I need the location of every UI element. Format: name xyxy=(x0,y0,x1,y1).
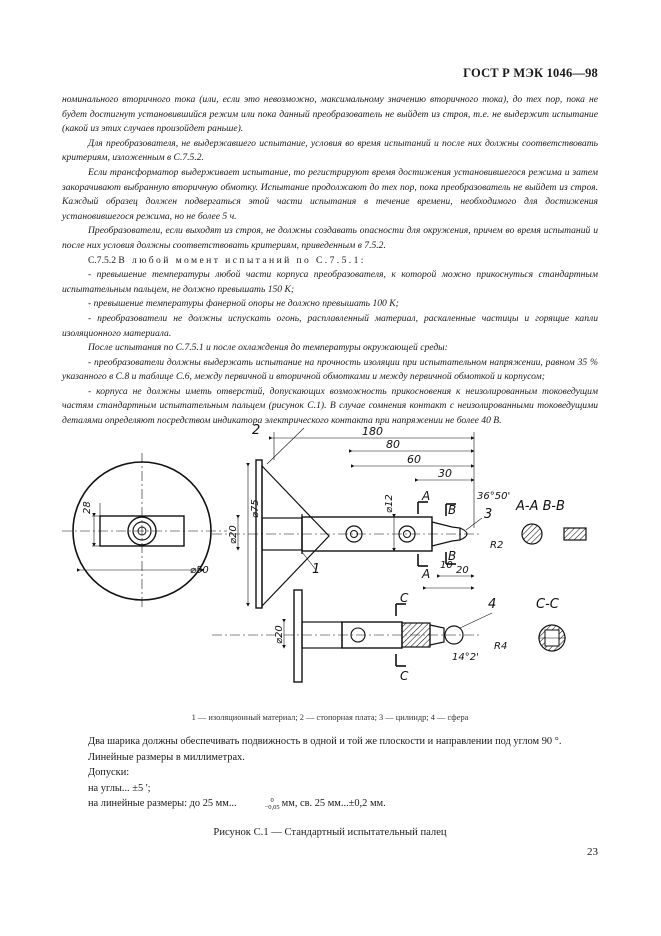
section-heading xyxy=(62,254,598,269)
tolerance-upper: 0 xyxy=(270,796,274,804)
section-a-top: A xyxy=(422,489,431,503)
dim-r2: R2 xyxy=(490,540,504,551)
section-c-bottom: C xyxy=(400,669,409,683)
callout-2: 2 xyxy=(252,423,261,438)
note: Два шарика должны обеспечивать подвижность в одной и той же плоскости и направлении под углом 90 °. xyxy=(88,736,562,747)
body-text xyxy=(62,93,598,429)
dim-28: 28 xyxy=(82,501,93,514)
section-b-top: B xyxy=(448,503,457,517)
dim-r4: R4 xyxy=(494,641,508,652)
dim-phi20-lower: ⌀20 xyxy=(274,625,285,644)
note-text: мм, св. 25 мм...±0,2 мм. xyxy=(281,798,386,810)
paragraph: - корпуса не должны иметь отверстий, допускающих возможность прикосновения к неизолированным токоведущим частям стандартным испытательным пальцем (рисунок С.1). В случае сомнения контакт с неизолированными токоведущими деталями определяют посредством индикатора электрического контакта при напряжении не более 40 В. xyxy=(62,385,598,427)
callout-1: 1 xyxy=(312,562,321,577)
front-view xyxy=(62,453,227,608)
note-tolerance xyxy=(62,796,602,812)
dim-phi75: ⌀75 xyxy=(250,499,261,518)
page-number: 23 xyxy=(587,846,598,858)
side-view xyxy=(212,460,586,682)
note: на углы... ±5 '; xyxy=(88,782,151,794)
callout-3: 3 xyxy=(484,507,493,522)
dim-80: 80 xyxy=(386,438,400,451)
paragraph: Преобразователи, если выходят из строя, не должны создавать опасности для окружения, причем во время испытаний и после них условия должны соответствовать критериям, приведенным в 7.5.2. xyxy=(62,225,598,251)
paragraph: номинального вторичного тока (или, если это невозможно, максимальному значению вторичного тока), до тех пор, пока не будет достигнут установившийся режим или пока данный преобразователь не выйдет из строя, т.е. не выдержит испытание (какой из этих случаев произойдет раньше). xyxy=(62,94,598,135)
paragraph: - превышение температуры любой части корпуса преобразователя, к которой можно прикоснуться стандартным испытательным пальцем, не должно превышать 150 К; xyxy=(62,269,598,295)
dim-angle-2: 14°2' xyxy=(452,652,479,663)
document-header: ГОСТ Р МЭК 1046—98 xyxy=(463,66,598,80)
dim-phi50: ⌀50 xyxy=(190,565,209,576)
figure-caption: Рисунок С.1 — Стандартный испытательный палец xyxy=(213,827,447,838)
section-c-top: C xyxy=(400,591,409,605)
figure-legend: 1 — изоляционный материал; 2 — стопорная плата; 3 — цилиндр; 4 — сфера xyxy=(191,713,469,722)
dim-20: 20 xyxy=(456,565,469,576)
dim-60: 60 xyxy=(407,453,421,466)
section-b-bottom: B xyxy=(448,549,457,563)
note: Допуски: xyxy=(88,767,130,779)
callout-4: 4 xyxy=(488,597,497,612)
section-title-ab: A-A B-B xyxy=(516,499,565,514)
dimension-lines xyxy=(238,428,492,648)
paragraph: После испытания по С.7.5.1 и после охлаждения до температуры окружающей среды: xyxy=(88,342,448,354)
paragraph: - преобразователи не должны испускать огонь, расплавленный материал, раскаленные частицы и горящие капли изоляционного материала. xyxy=(62,312,598,339)
figure-notes xyxy=(62,734,602,812)
note: Линейные размеры в миллиметрах. xyxy=(88,751,245,763)
paragraph: Для преобразователя, не выдержавшего испытание, условия во время испытаний и после них должны соответствовать критериям, изложенным в С.7.5.2. xyxy=(62,137,598,164)
section-number: С.7.5.2 xyxy=(88,254,116,266)
paragraph: - превышение температуры фанерной опоры не должно превышать 100 К; xyxy=(88,298,399,310)
dim-10: 10 xyxy=(440,560,453,571)
tolerance-lower: −0,05 xyxy=(264,803,280,811)
section-text: В любой момент испытаний по С.7.5.1: xyxy=(118,254,366,266)
note-text: на линейные размеры: до 25 мм... xyxy=(88,798,237,810)
dim-phi20: ⌀20 xyxy=(228,525,239,544)
dim-angle-1: 36°50' xyxy=(477,491,511,502)
section-a-bottom: A xyxy=(422,567,431,581)
paragraph: Если трансформатор выдерживает испытание, то регистрируют время достижения установившегося режима и затем закорачивают выбранную вторичную обмотку. Испытание продолжают до тех пор, пока преобразователь не выйдет из строя. Каждый образец должен подвергаться этой части испытания в течение времени, необходимого для достижения установившегося режима, но не более 5 ч. xyxy=(62,166,598,222)
test-finger-drawing xyxy=(62,418,614,708)
section-title-cc: C-C xyxy=(536,597,559,612)
paragraph: - преобразователи должны выдержать испытание на прочность изоляции при испытательном напряжении, равном 35 % указанного в С.8 и таблице С.6, между первичной и вторичной обмотками и между первичной обмоткой и корпусом; xyxy=(62,356,598,383)
dim-30: 30 xyxy=(438,467,452,480)
drawing-text xyxy=(82,423,565,683)
dim-phi12: ⌀12 xyxy=(384,494,395,513)
tolerance xyxy=(239,797,280,811)
dim-180: 180 xyxy=(362,425,383,438)
